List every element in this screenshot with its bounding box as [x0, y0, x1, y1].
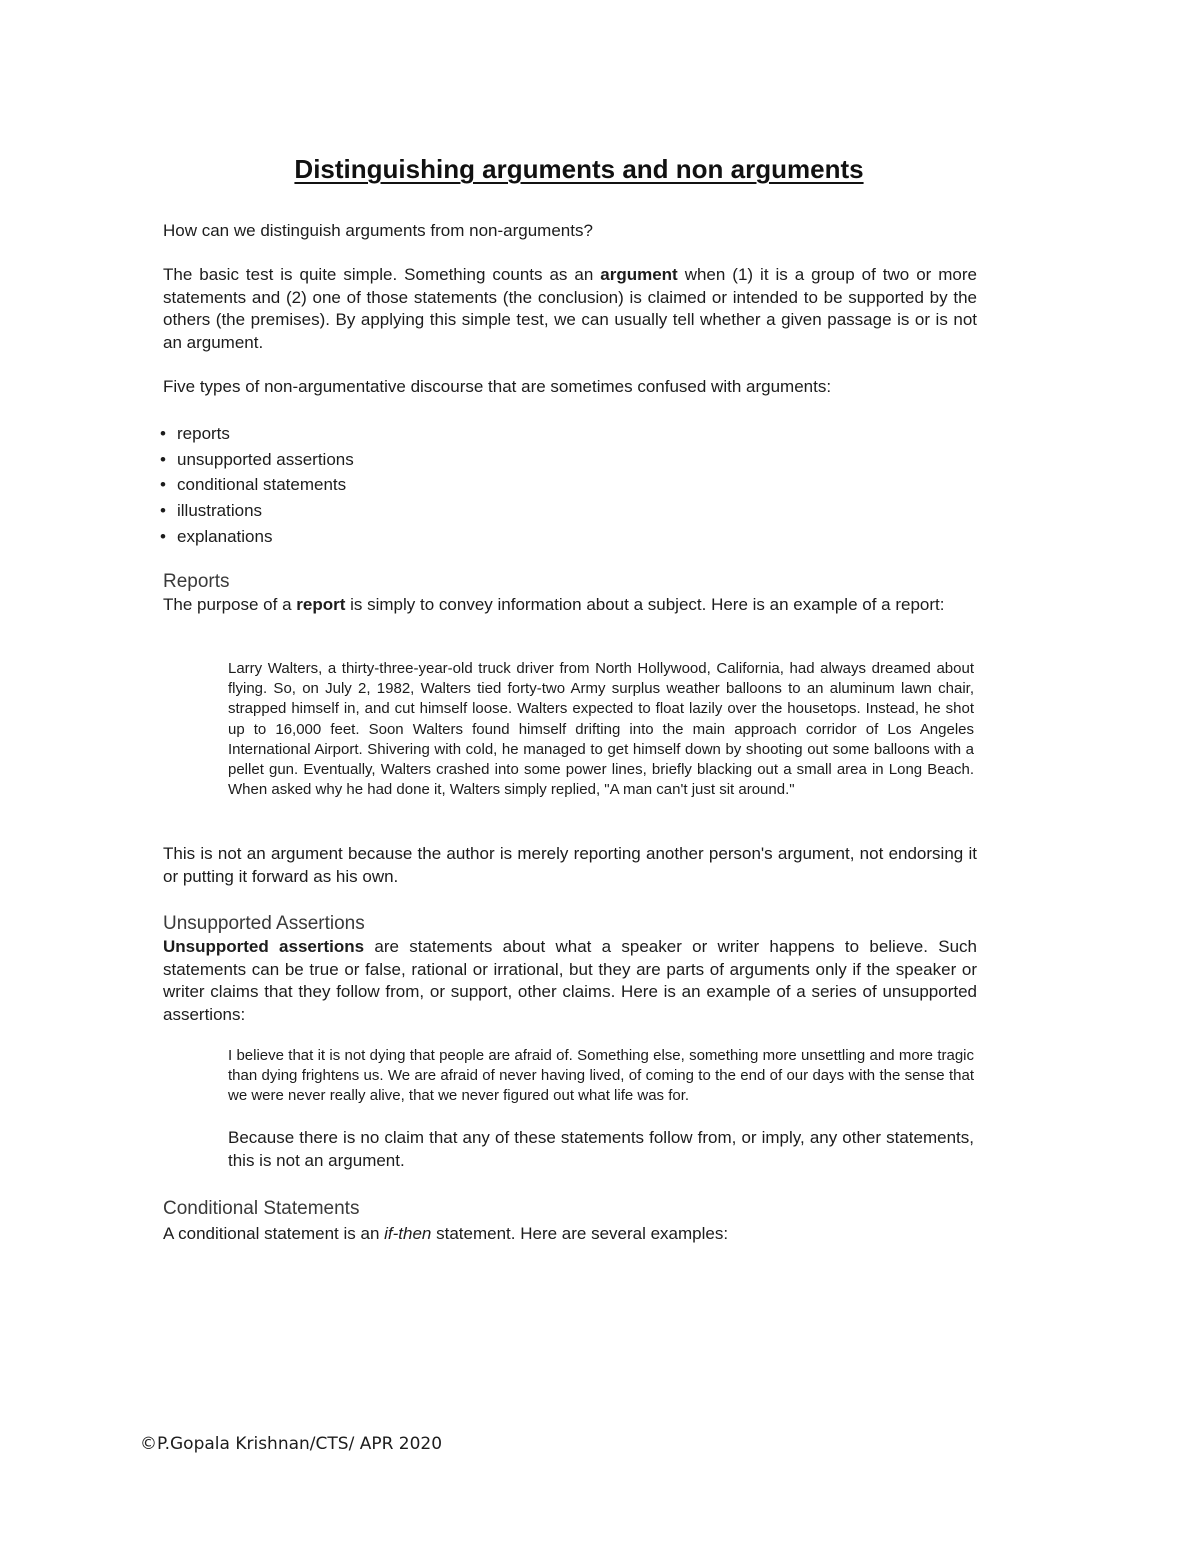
reports-intro: The purpose of a report is simply to convey information about a subject. Here is an example of a report:: [163, 595, 945, 614]
reports-heading: Reports: [163, 571, 230, 592]
intro-question: How can we distinguish arguments from non-arguments?: [163, 221, 593, 240]
list-item: • explanations: [160, 524, 354, 550]
conditional-heading: Conditional Statements: [163, 1198, 360, 1219]
list-item: • illustrations: [160, 498, 354, 524]
bullet-icon: •: [160, 501, 166, 521]
page-footer: ©P.Gopala Krishnan/CTS/ APR 2020: [140, 1434, 443, 1454]
conditional-intro: A conditional statement is an if-then statement. Here are several examples:: [163, 1224, 729, 1243]
report-example: Larry Walters, a thirty-three-year-old truck driver from North Hollywood, California, had always dreamed about flying. So, on July 2, 1982, Walters tied forty-two Army surplus weather balloons to an aluminum lawn chair, strapped himself in, and cut himself loose. Walters expected to float lazily over the housetops. Instead, he shot up to 16,000 feet. Soon Walters found himself drifting into the main approach corridor of Los Angeles International Airport. Shivering with cold, he managed to get himself down by shooting out some balloons with a pellet gun. Eventually, Walters crashed into some power lines, briefly blacking out a small area in Long Beach. When asked why he had done it, Walters simply replied, "A man can't just sit around.": [228, 660, 974, 799]
bullet-icon: •: [160, 526, 166, 546]
bullet-icon: •: [160, 424, 166, 443]
page-title: Distinguishing arguments and non arguments: [294, 154, 864, 184]
unsupported-intro: Unsupported assertions are statements about what a speaker or writer happens to believe. Such statements can be true or false, rational or irrational, but they are parts of arguments only if the speaker or writer claims that they follow from, or support, other claims. Here is an example of a series of unsupported assertions:: [163, 937, 977, 1024]
basic-test-text: The basic test is quite simple. Something counts as an: [163, 265, 601, 284]
bullet-icon: •: [160, 475, 166, 495]
five-types-intro: Five types of non-argumentative discourse that are sometimes confused with arguments:: [163, 377, 832, 396]
list-item: • reports: [160, 421, 354, 447]
argument-term: argument: [600, 265, 678, 284]
report-conclusion: This is not an argument because the author is merely reporting another person's argument, not endorsing it or putting it forward as his own.: [163, 844, 977, 886]
unsupported-example: I believe that it is not dying that people are afraid of. Something else, something more unsettling and more tragic than dying frightens us. We are afraid of never having lived, of coming to the end of our days with the sense that we were never really alive, that we never figured out what life was for.: [228, 1047, 974, 1105]
basic-test-text-rest: when (1) it is a group of two or more statements and (2) one of those statements (the conclusion) is claimed or intended to be supported by the others (the premises). By applying this simple test, we can usually tell whether a given passage is or is not an argument.: [163, 265, 978, 352]
basic-test-paragraph: [163, 264, 977, 354]
list-item: • unsupported assertions: [160, 447, 354, 473]
list-item: • conditional statements: [160, 472, 354, 498]
if-then-term: if-then: [384, 1224, 432, 1243]
unsupported-heading: Unsupported Assertions: [163, 913, 365, 934]
report-term: report: [296, 595, 346, 614]
unsupported-term: Unsupported assertions: [163, 937, 365, 956]
types-list: [160, 421, 354, 550]
bullet-icon: •: [160, 449, 166, 469]
unsupported-conclusion: Because there is no claim that any of these statements follow from, or imply, any other statements, this is not an argument.: [228, 1128, 974, 1170]
